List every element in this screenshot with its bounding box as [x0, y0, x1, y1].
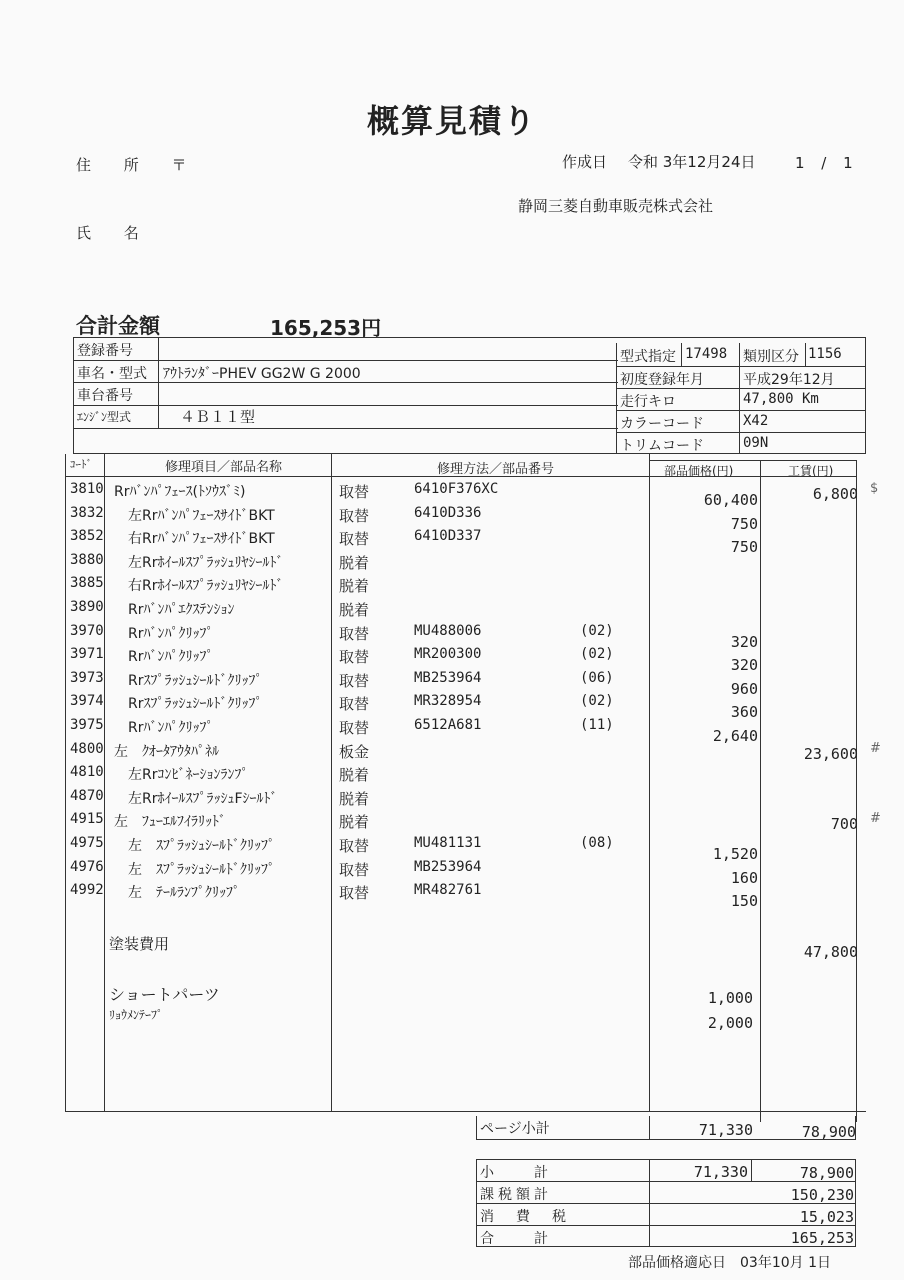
color-code-value: X42: [743, 413, 769, 429]
model-value: ｱｳﾄﾗﾝﾀﾞｰPHEV GG2W G 2000: [163, 366, 361, 382]
price-header: 部品価格(円): [664, 464, 734, 478]
row-code: 4870: [70, 788, 104, 804]
row-repair-method: 脱着: [339, 790, 370, 808]
row-item-name: Rrﾊﾞﾝﾊﾟｸﾘｯﾌﾟ: [114, 626, 214, 642]
row-repair-method: 取替: [339, 507, 370, 525]
mileage-value: 47,800 Km: [743, 391, 819, 407]
name-label: 氏 名: [76, 224, 153, 242]
trim-code-label: トリムコード: [620, 438, 704, 454]
row-item-name: Rrｽﾌﾟﾗｯｼｭｼｰﾙﾄﾞｸﾘｯﾌﾟ: [114, 673, 263, 689]
row-part-number: MR328954: [414, 693, 482, 709]
row-code: 3971: [70, 646, 104, 662]
taxable-value: 150,230: [790, 1186, 854, 1204]
row-code: 3973: [70, 670, 104, 686]
row-code: 4810: [70, 764, 104, 780]
row-repair-method: 取替: [339, 672, 370, 690]
page-number: 1 / 1: [795, 154, 859, 172]
total-amount-value: 165,253円: [270, 316, 382, 340]
row-item-name: 右Rrﾎｲｰﾙｽﾌﾟﾗｯｼｭﾘﾔｼｰﾙﾄﾞ: [114, 578, 284, 594]
row-repair-method: 板金: [339, 743, 370, 761]
row-item-name: Rrﾊﾞﾝﾊﾟｸﾘｯﾌﾟ: [114, 720, 214, 736]
row-parts-price: 150: [730, 892, 758, 910]
table-row: [0, 741, 904, 765]
row-repair-method: 脱着: [339, 766, 370, 784]
table-row: [0, 623, 904, 651]
row-mark: #: [870, 741, 881, 756]
first-reg-label: 初度登録年月: [620, 372, 704, 388]
row-code: 3890: [70, 599, 104, 615]
row-item-name: 左 ﾃｰﾙﾗﾝﾌﾟｸﾘｯﾌﾟ: [114, 885, 240, 901]
company-name: 静岡三菱自動車販売株式会社: [518, 197, 714, 215]
table-row: [0, 505, 904, 533]
table-row: [0, 575, 904, 599]
row-mark: #: [870, 811, 881, 826]
row-item-name: 左 ｸｵｰﾀｱｳﾀﾊﾟﾈﾙ: [114, 744, 219, 760]
table-row: [0, 811, 904, 835]
tax-label: 消 費 税: [480, 1209, 570, 1225]
row-item-name: 左RrﾊﾞﾝﾊﾟﾌｪｰｽｻｲﾄﾞBKT: [114, 508, 275, 524]
code-header: ｺｰﾄﾞ: [70, 458, 92, 471]
row-code: 4976: [70, 859, 104, 875]
row-code: 4975: [70, 835, 104, 851]
row-repair-method: 取替: [339, 719, 370, 737]
trim-code-value: 09N: [743, 435, 769, 451]
tape-price: 2,000: [707, 1014, 753, 1032]
reg-no-label: 登録番号: [77, 343, 133, 359]
table-row: [0, 670, 904, 698]
row-code: 3975: [70, 717, 104, 733]
tax-value: 15,023: [799, 1208, 854, 1226]
row-repair-method: 脱着: [339, 554, 370, 572]
subtotal-parts: 71,330: [693, 1163, 748, 1181]
color-code-label: カラーコード: [620, 416, 704, 432]
row-item-name: 左 ｽﾌﾟﾗｯｼｭｼｰﾙﾄﾞｸﾘｯﾌﾟ: [114, 862, 275, 878]
row-repair-method: 脱着: [339, 577, 370, 595]
mileage-label: 走行キロ: [620, 394, 676, 410]
table-row: [0, 693, 904, 721]
row-item-name: 右RrﾊﾞﾝﾊﾟﾌｪｰｽｻｲﾄﾞBKT: [114, 531, 275, 547]
row-quantity: (08): [580, 835, 614, 851]
row-item-name: 左 ｽﾌﾟﾗｯｼｭｼｰﾙﾄﾞｸﾘｯﾌﾟ: [114, 838, 275, 854]
row-part-number: 6410D336: [414, 505, 482, 521]
total-amount-label: 合計金額: [76, 314, 160, 338]
price-date-label: 部品価格適応日: [628, 1255, 726, 1271]
type-desig-value: 17498: [685, 346, 728, 362]
address-label: 住 所 〒: [76, 156, 201, 174]
short-parts-price: 1,000: [707, 989, 753, 1007]
table-row: [0, 788, 904, 812]
row-quantity: (02): [580, 693, 614, 709]
row-labor-cost: 700: [830, 815, 858, 833]
row-quantity: (02): [580, 623, 614, 639]
row-part-number: MR482761: [414, 882, 482, 898]
row-item-name: 左Rrﾎｲｰﾙｽﾌﾟﾗｯｼｭﾘﾔｼｰﾙﾄﾞ: [114, 555, 284, 571]
row-repair-method: 取替: [339, 837, 370, 855]
class-label: 類別区分: [743, 349, 799, 365]
row-repair-method: 脱着: [339, 813, 370, 831]
row-code: 3885: [70, 575, 104, 591]
row-labor-cost: 6,800: [812, 485, 858, 503]
row-part-number: 6512A681: [414, 717, 482, 733]
engine-value: ４Ｂ１１型: [180, 408, 256, 426]
row-quantity: (02): [580, 646, 614, 662]
created-label: 作成日: [562, 153, 608, 171]
page-subtotal-labor: 78,900: [801, 1123, 856, 1141]
row-part-number: 6410F376XC: [414, 481, 499, 497]
row-quantity: (06): [580, 670, 614, 686]
row-code: 3974: [70, 693, 104, 709]
table-row: [0, 882, 904, 910]
created-date: 令和 3年12月24日: [628, 153, 756, 171]
row-part-number: 6410D337: [414, 528, 482, 544]
page-subtotal-parts: 71,330: [698, 1121, 753, 1139]
short-parts-label: ショートパーツ: [109, 985, 220, 1004]
item-header: 修理項目／部品名称: [165, 460, 283, 475]
price-date-value: 03年10月 1日: [740, 1255, 831, 1271]
row-code: 4915: [70, 811, 104, 827]
labor-header: 工賃(円): [788, 464, 834, 478]
row-repair-method: 脱着: [339, 601, 370, 619]
table-row: [0, 717, 904, 745]
row-repair-method: 取替: [339, 530, 370, 548]
row-parts-price: 320: [730, 633, 758, 651]
class-value: 1156: [808, 346, 842, 362]
row-item-name: Rrﾊﾞﾝﾊﾟｴｸｽﾃﾝｼｮﾝ: [114, 602, 235, 618]
row-item-name: 左Rrｺﾝﾋﾞﾈｰｼｮﾝﾗﾝﾌﾟ: [114, 767, 249, 783]
table-row: [0, 859, 904, 887]
row-repair-method: 取替: [339, 625, 370, 643]
document-title: 概算見積り: [366, 102, 537, 140]
table-row: [0, 764, 904, 788]
first-reg-value: 平成29年12月: [743, 372, 835, 388]
row-repair-method: 取替: [339, 483, 370, 501]
row-parts-price: 1,520: [712, 845, 758, 863]
tape-label: ﾘｮｳﾒﾝﾃｰﾌﾟ: [109, 1008, 164, 1022]
row-part-number: MU488006: [414, 623, 482, 639]
row-repair-method: 取替: [339, 861, 370, 879]
row-parts-price: 750: [730, 538, 758, 556]
row-parts-price: 960: [730, 680, 758, 698]
row-parts-price: 2,640: [712, 727, 758, 745]
row-item-name: Rrｽﾌﾟﾗｯｼｭｼｰﾙﾄﾞｸﾘｯﾌﾟ: [114, 696, 263, 712]
row-quantity: (11): [580, 717, 614, 733]
row-mark: $: [870, 481, 879, 496]
row-item-name: Rrﾊﾞﾝﾊﾟﾌｪｰｽ(ﾄｿｳｽﾞﾐ): [114, 484, 246, 500]
table-row: [0, 835, 904, 863]
row-item-name: 左RrﾎｲｰﾙｽﾌﾟﾗｯｼｭFｼｰﾙﾄﾞ: [114, 791, 278, 807]
row-code: 3852: [70, 528, 104, 544]
subtotal-label: 小 計: [480, 1165, 552, 1181]
row-code: 3832: [70, 505, 104, 521]
grand-total-label: 合 計: [480, 1231, 552, 1247]
row-part-number: MR200300: [414, 646, 482, 662]
method-header: 修理方法／部品番号: [437, 462, 555, 477]
row-item-name: 左 ﾌｭｰｴﾙﾌｲﾗﾘｯﾄﾞ: [114, 814, 226, 830]
row-code: 3810: [70, 481, 104, 497]
subtotal-labor: 78,900: [799, 1164, 854, 1182]
row-part-number: MB253964: [414, 859, 482, 875]
engine-label: ｴﾝｼﾞﾝ型式: [77, 410, 132, 424]
row-parts-price: 360: [730, 703, 758, 721]
row-parts-price: 160: [730, 869, 758, 887]
paint-cost-labor: 47,800: [803, 943, 858, 961]
row-code: 4992: [70, 882, 104, 898]
table-row: [0, 599, 904, 623]
table-row: [0, 646, 904, 674]
type-desig-label: 型式指定: [620, 349, 676, 365]
row-part-number: MU481131: [414, 835, 482, 851]
chassis-label: 車台番号: [77, 388, 133, 404]
row-code: 3880: [70, 552, 104, 568]
row-repair-method: 取替: [339, 884, 370, 902]
row-parts-price: 750: [730, 515, 758, 533]
row-part-number: MB253964: [414, 670, 482, 686]
table-row: [0, 552, 904, 576]
page-subtotal-label: ページ小計: [480, 1121, 550, 1137]
row-code: 4800: [70, 741, 104, 757]
row-parts-price: 60,400: [703, 491, 758, 509]
paint-cost-label: 塗装費用: [109, 935, 170, 953]
row-code: 3970: [70, 623, 104, 639]
row-item-name: Rrﾊﾞﾝﾊﾟｸﾘｯﾌﾟ: [114, 649, 214, 665]
row-labor-cost: 23,600: [803, 745, 858, 763]
taxable-label: 課税額計: [480, 1187, 552, 1203]
table-row: [0, 481, 904, 509]
table-row: [0, 528, 904, 556]
row-repair-method: 取替: [339, 648, 370, 666]
grand-total-value: 165,253: [790, 1229, 854, 1247]
row-parts-price: 320: [730, 656, 758, 674]
row-repair-method: 取替: [339, 695, 370, 713]
model-label: 車名・型式: [77, 366, 147, 382]
